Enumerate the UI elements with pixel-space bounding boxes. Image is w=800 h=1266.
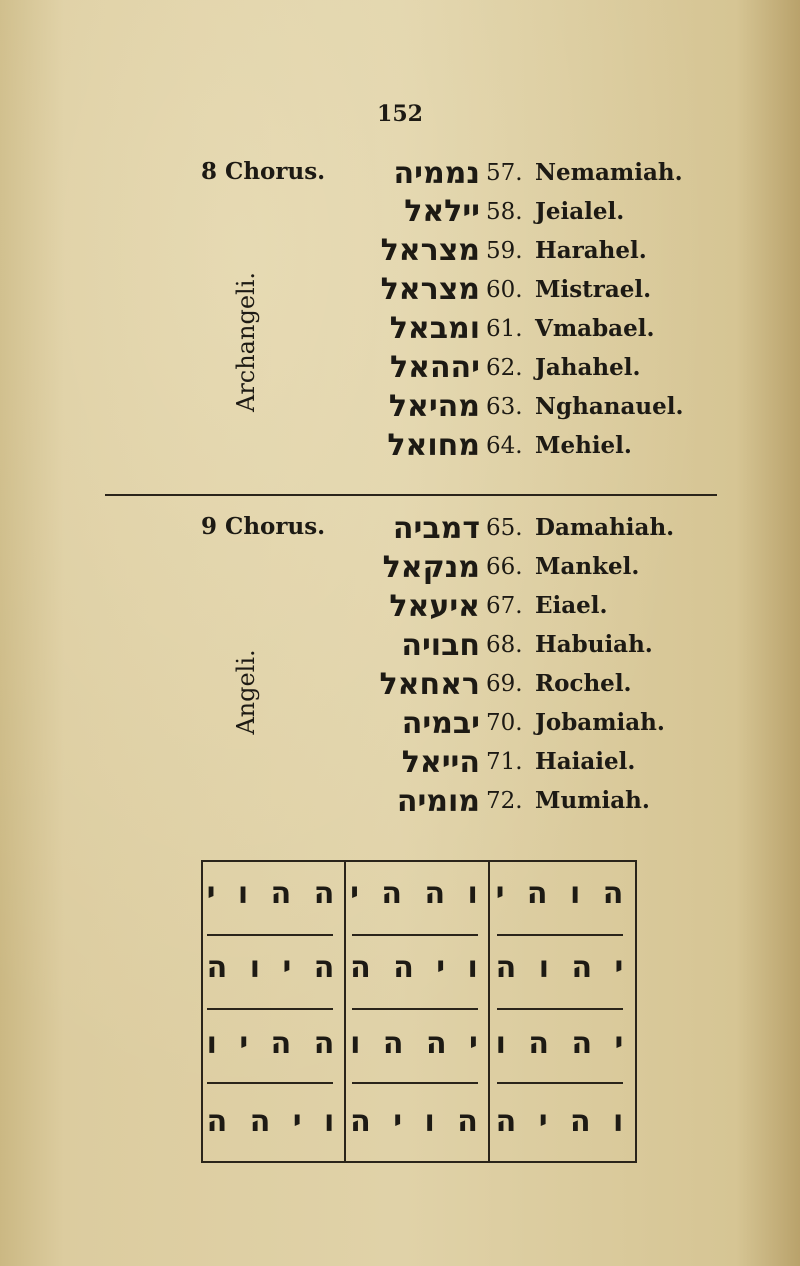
angel-name: Eiael. (535, 592, 608, 619)
hebrew-name: הייאל (401, 745, 480, 780)
grid-cell: י ה ו ה (495, 950, 630, 985)
entry-number: 69. (486, 671, 523, 697)
grid-divider (497, 934, 623, 936)
hebrew-name: יההאל (389, 350, 480, 385)
angel-name: Jahahel. (535, 354, 641, 381)
angel-name: Mumiah. (535, 787, 650, 814)
entry-number: 65. (486, 515, 523, 541)
page-number: 152 (377, 101, 423, 127)
entry-number: 72. (486, 788, 523, 814)
angel-name: Harahel. (535, 237, 647, 264)
grid-cell: ה ה י ו (206, 1026, 341, 1061)
angel-name: Mehiel. (535, 432, 632, 459)
hebrew-name: איעאל (389, 589, 480, 624)
hebrew-name: חבויה (401, 628, 480, 663)
hebrew-name: דמביה (392, 511, 480, 546)
entry-number: 68. (486, 632, 523, 658)
grid-cell: ה ו ה י (495, 876, 630, 911)
grid-cell: ה י ו ה (206, 950, 341, 985)
hebrew-name: ראחאל (379, 667, 480, 702)
hebrew-name: יילאל (404, 194, 480, 229)
grid-divider (207, 934, 333, 936)
hebrew-name: ומבאל (389, 311, 480, 346)
angel-name: Nemamiah. (535, 159, 683, 186)
section-label-angeli: Angeli. (232, 649, 260, 735)
entry-number: 66. (486, 554, 523, 580)
section-divider (105, 494, 717, 496)
grid-divider (207, 1008, 333, 1010)
grid-cell: י ה ה ו (495, 1026, 630, 1061)
entry-number: 67. (486, 593, 523, 619)
hebrew-name: יבמיה (401, 706, 480, 741)
grid-cell: י ה ה ו (350, 1026, 484, 1061)
entry-number: 57. (486, 160, 523, 186)
grid-cell: ו י ה ה (350, 950, 484, 985)
angel-name: Mistrael. (535, 276, 652, 303)
hebrew-name: מצראל (380, 272, 480, 307)
entry-number: 60. (486, 277, 523, 303)
grid-divider (497, 1008, 623, 1010)
grid-cell: ה ו י ה (350, 1104, 484, 1139)
grid-divider (352, 1082, 478, 1084)
entry-number: 59. (486, 238, 523, 264)
grid-divider (497, 1082, 623, 1084)
entry-number: 70. (486, 710, 523, 736)
entry-number: 62. (486, 355, 523, 381)
grid-cell: ה ה ו י (206, 876, 341, 911)
hebrew-name: מהיאל (388, 389, 480, 424)
angel-name: Rochel. (535, 670, 632, 697)
grid-divider (207, 1082, 333, 1084)
angel-name: Habuiah. (535, 631, 653, 658)
hebrew-name: מחואל (387, 428, 480, 463)
chorus-heading-8: 8 Chorus. (201, 158, 326, 185)
entry-number: 71. (486, 749, 523, 775)
grid-divider (352, 934, 478, 936)
chorus-heading-9: 9 Chorus. (201, 513, 326, 540)
hebrew-name: מצראל (380, 233, 480, 268)
hebrew-name: נממיה (393, 156, 480, 191)
angel-name: Mankel. (535, 553, 640, 580)
angel-name: Jobamiah. (535, 709, 665, 736)
entry-number: 58. (486, 199, 523, 225)
grid-cell: ו ה ה י (350, 876, 484, 911)
angel-name: Nghanauel. (535, 393, 684, 420)
entry-number: 63. (486, 394, 523, 420)
hebrew-name: מומיה (396, 784, 480, 819)
grid-divider (352, 1008, 478, 1010)
angel-name: Damahiah. (535, 514, 675, 541)
angel-name: Jeialel. (535, 198, 625, 225)
hebrew-name: מנקאל (382, 550, 480, 585)
angel-name: Haiaiel. (535, 748, 636, 775)
grid-cell: ו ה י ה (495, 1104, 630, 1139)
entry-number: 61. (486, 316, 523, 342)
angel-name: Vmabael. (535, 315, 655, 342)
section-label-archangeli: Archangeli. (232, 272, 260, 413)
entry-number: 64. (486, 433, 523, 459)
grid-cell: ו י ה ה (206, 1104, 341, 1139)
